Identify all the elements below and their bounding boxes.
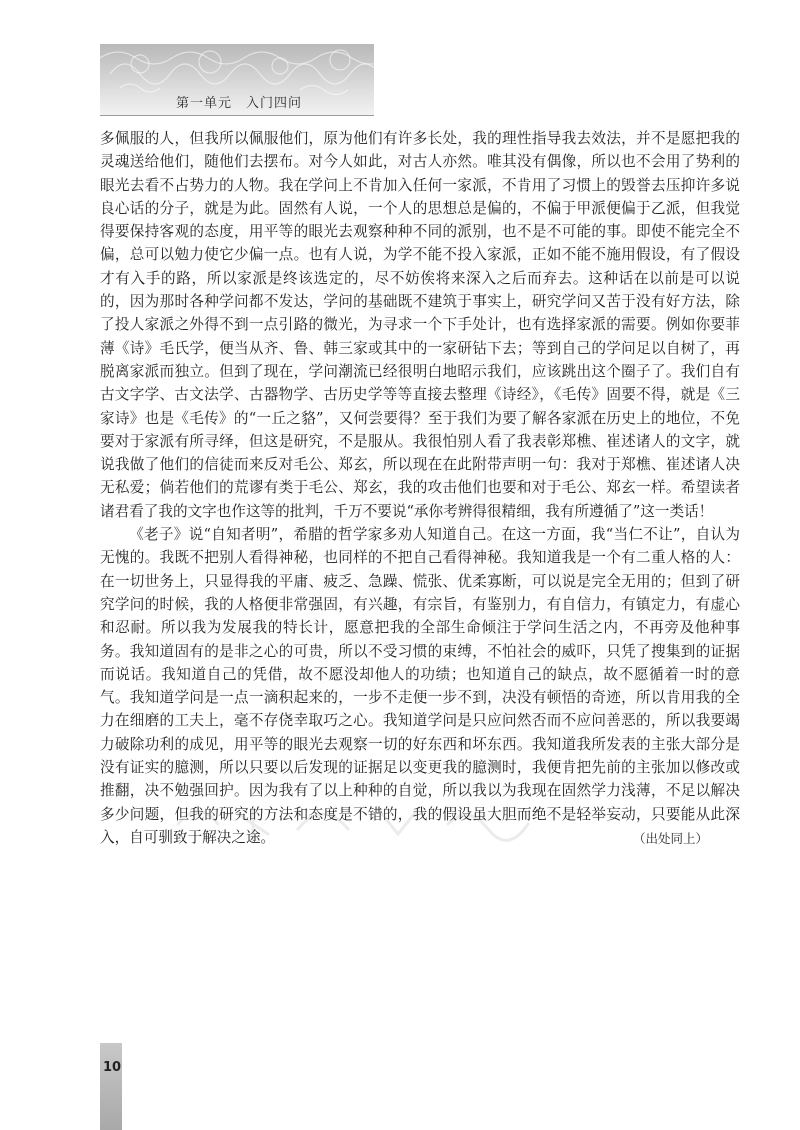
page-tab <box>100 1043 122 1130</box>
source-note: （出处同上） <box>632 831 708 846</box>
body-text <box>100 127 740 849</box>
header-rule <box>100 115 374 116</box>
paragraph: 多佩服的人，但我所以佩服他们，原为他们有许多长处，我的理性指导我去效法，并不是愿把我的灵魂送给他们，随他们去摆布。对今人如此，对古人亦然。唯其没有偶像，所以也不会用了势利的眼光去看不占势力的人物。我在学问上不肯加入任何一家派，不肯用了习惯上的毁誉去压抑许多说良心话的分子，就是为此。固然有人说，一个人的思想总是偏的，不偏于甲派便偏于乙派，但我觉得要保持客观的态度，用平等的眼光去观察种种不同的派别，也不是不可能的事。即使不能完全不偏，总可以勉力使它少偏一点。也有人说，为学不能不投入家派，正如不能不施用假设，有了假设才有入手的路，所以家派是终该选定的，尽不妨俟将来深入之后而弃去。这种话在以前是可以说的，因为那时各种学问都不发达，学问的基础既不建筑于事实上，研究学问又苦于没有好方法，除了投人家派之外得不到一点引路的微光，为寻求一个下手处计，也有选择家派的需要。例如你要菲薄《诗》毛氏学，便当从齐、鲁、韩三家或其中的一家研钻下去；等到自己的学问足以自树了，再脱离家派而独立。但到了现在，学问潮流已经很明白地昭示我们，应该跳出这个圈子了。我们自有古文字学、古文法学、古器物学、古历史学等等直接去整理《诗经》，《毛传》固要不得，就是《三家诗》也是《毛传》的“一丘之貉”，又何尝要得？至于我们为要了解各家派在历史上的地位，不免要对于家派有所寻绎，但这是研究，不是服从。我很怕别人看了我表彰郑樵、崔述诸人的文字，就说我做了他们的信徒而来反对毛公、郑玄，所以现在在此附带声明一句：我对于郑樵、崔述诸人决无私爱；倘若他们的荒谬有类于毛公、郑玄，我的攻击他们也要和对于毛公、郑玄一样。希望读者诸君看了我的文字也作这等的批判，千万不要说“承你考辨得很精细，我有所遵循了”这一类话！ <box>100 130 740 520</box>
top-margin <box>0 0 800 44</box>
paragraph: 《老子》说“自知者明”，希腊的哲学家多劝人知道自己。在这一方面，我“当仁不让”，自认为无愧的。我既不把别人看得神秘，也同样的不把自己看得神秘。我知道我是一个有二重人格的人：在一切世务上，只显得我的平庸、疲乏、急躁、慌张、优柔寡断，可以说是完全无用的；但到了研究学问的时候，我的人格便非常强固，有兴趣，有宗旨，有鉴别力，有自信力，有镇定力，有虚心和忍耐。所以我为发展我的特长计，愿意把我的全部生命倾注于学问生活之内，不再旁及他种事务。我知道固有的是非之心的可贵，所以不受习惯的束缚，不怕社会的威吓，只凭了搜集到的证据而说话。我知道自己的凭借，故不愿没却他人的功绩；也知道自己的缺点，故不愿循着一时的意气。我知道学问是一点一滴积起来的，一步不走便一步不到，决没有顿悟的奇迹，所以肯用我的全力在细磨的工夫上，毫不存侥幸取巧之心。我知道学问是只应问然否而不应问善恶的，所以我要竭力破除功利的成见，用平等的眼光去观察一切的好东西和坏东西。我知道我所发表的主张大部分是没有证实的臆测，所以只要以后发现的证据足以变更我的臆测时，我便肯把先前的主张加以修改或推翻，决不勉强回护。因为我有了以上种种的自觉，所以我以为我现在固然学力浅薄，不足以解决多少问题，但我的研究的方法和态度是不错的，我的假设虽大胆而绝不是轻举妄动，只要能从此深入，自可驯致于解决之途。 <box>100 526 740 846</box>
watermark-icon <box>168 794 588 844</box>
running-header-title: 第一单元 入门四问 <box>176 96 303 111</box>
page-number: 10 <box>103 1060 122 1075</box>
